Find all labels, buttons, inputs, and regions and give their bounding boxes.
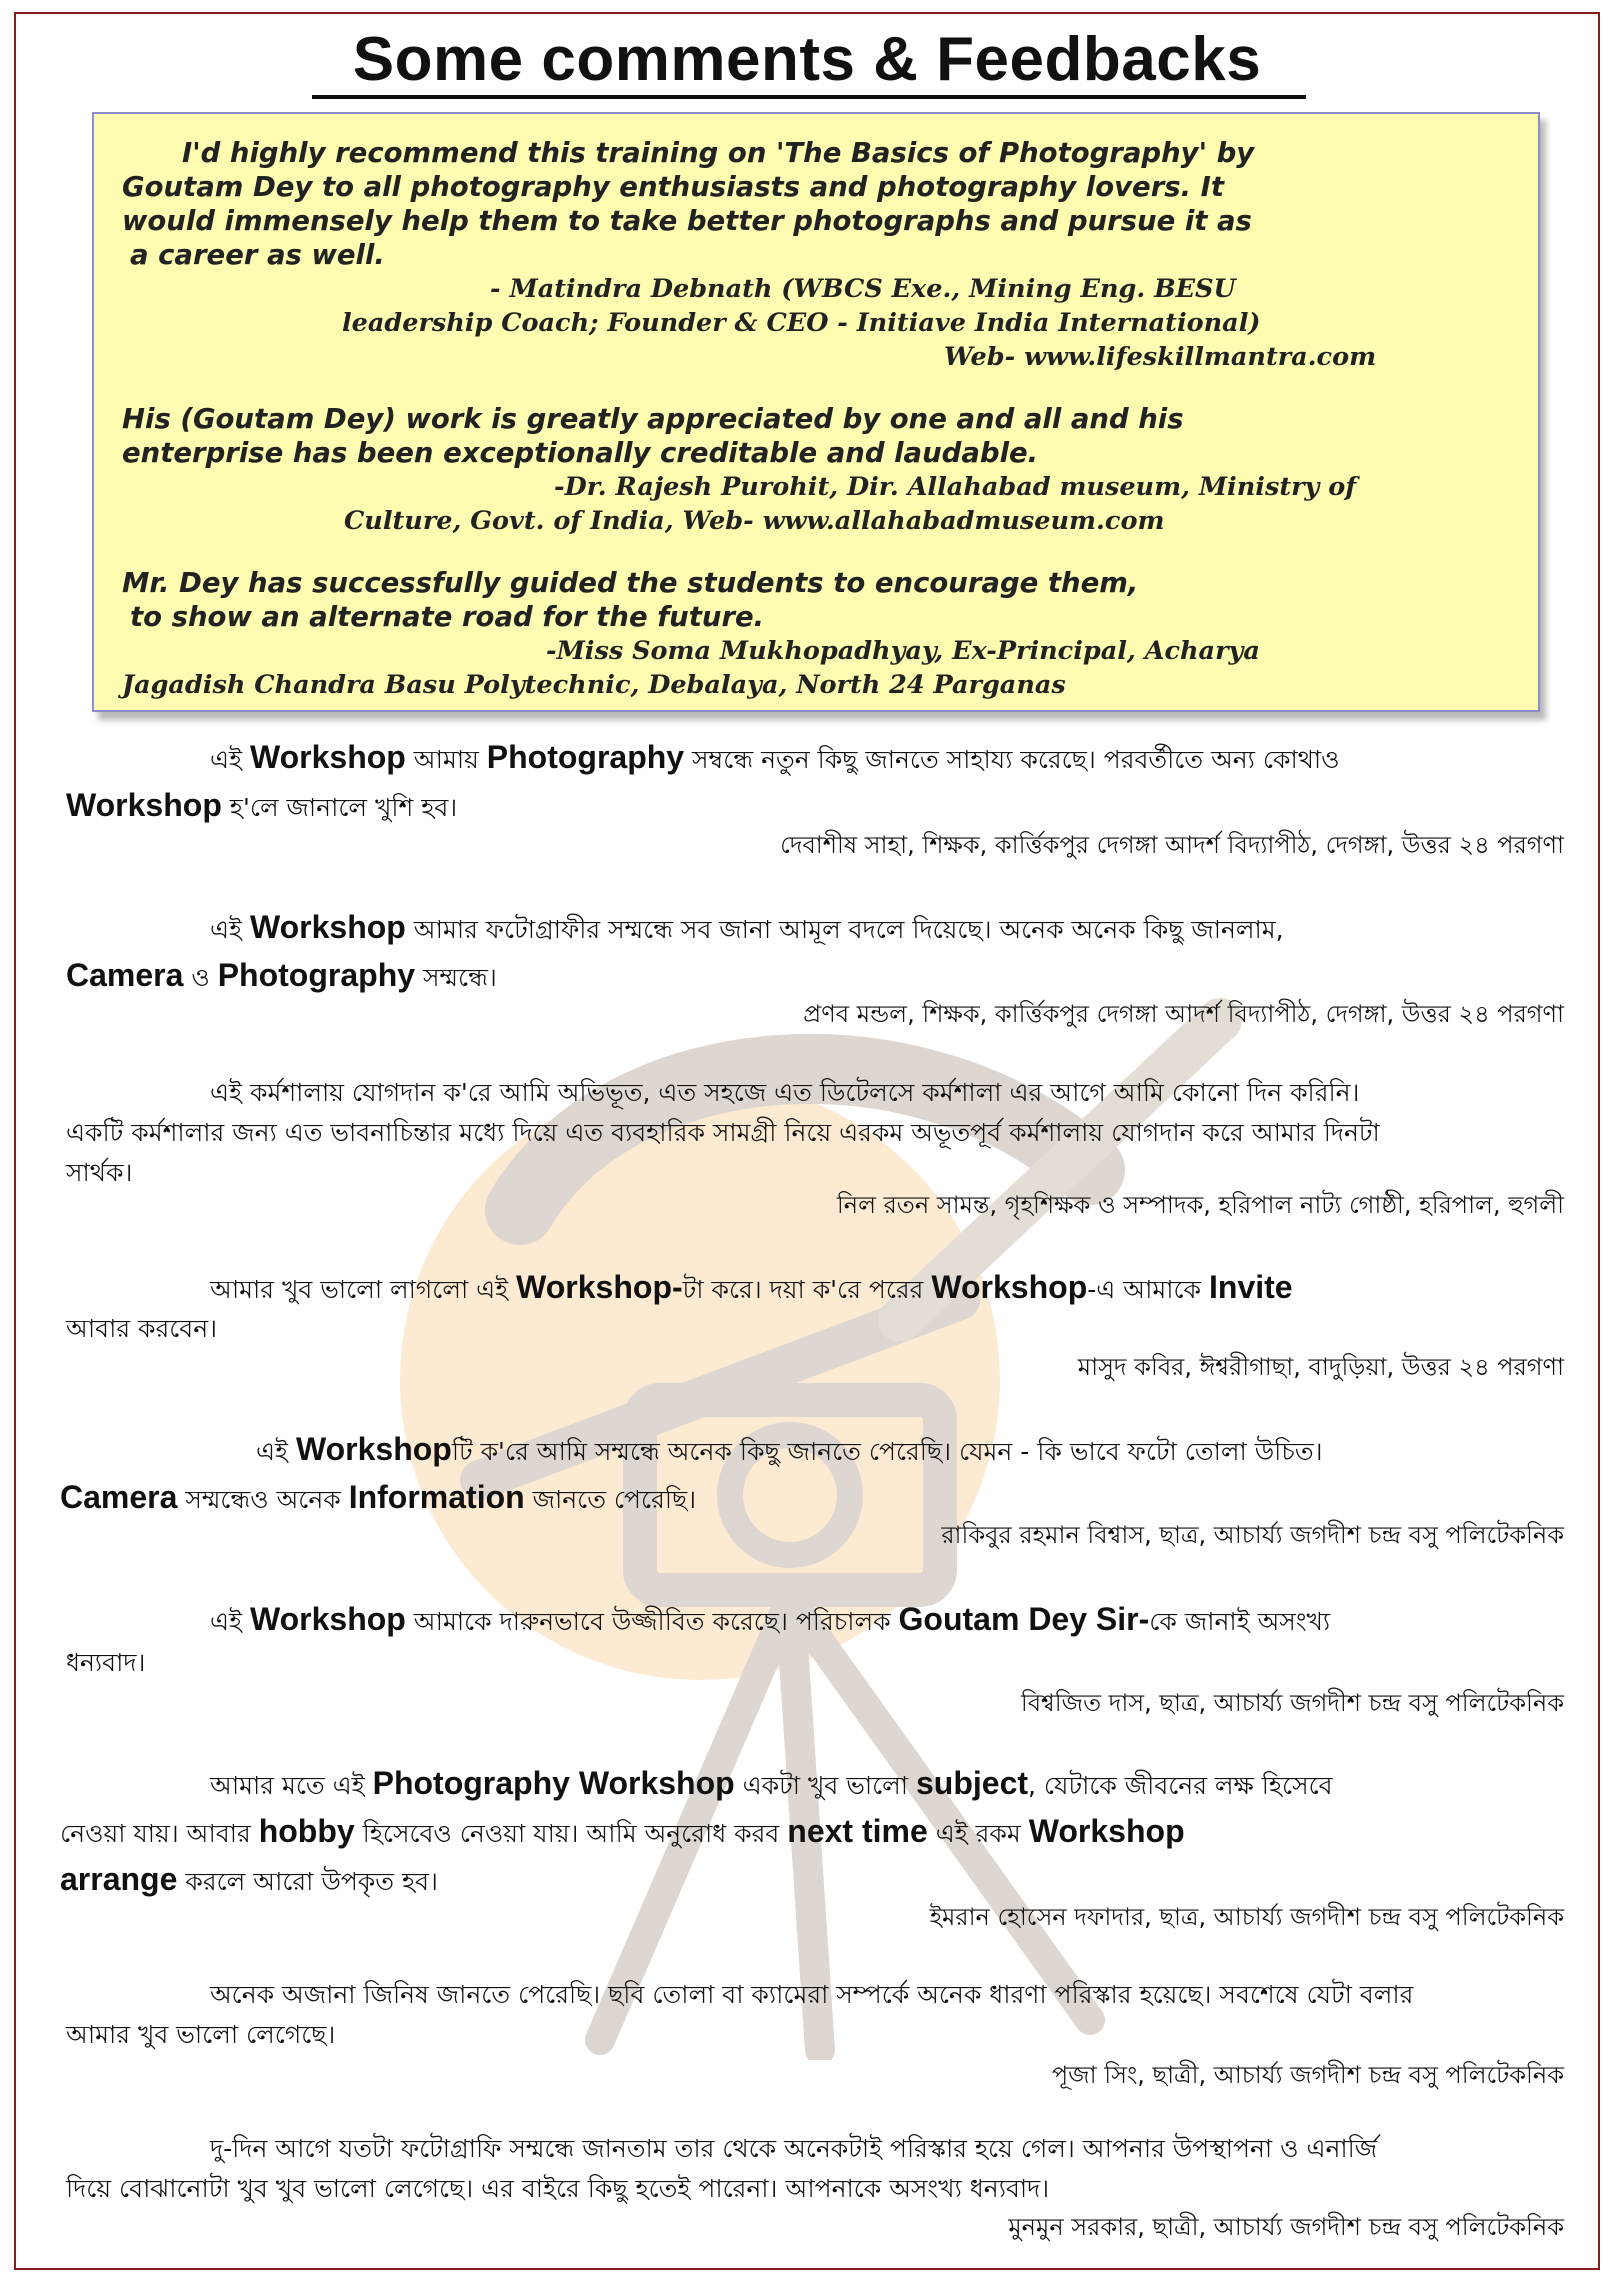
quote-3-line: Mr. Dey has successfully guided the students to encourage them, [122,567,1139,599]
feedback-2-attribution: প্রণব মন্ডল, শিক্ষক, কার্ত্তিকপুর দেগঙ্গা আদর্শ বিদ্যাপীঠ, দেগঙ্গা, উত্তর ২৪ পরগণা [803,1000,1564,1028]
feedback-9-line: দু-দিন আগে যতটা ফটোগ্রাফি সম্মন্ধে জানতাম তার থেকে অনেকটাই পরিস্কার হয়ে গেল। আপনার উপস্থাপনা ও এনার্জি [210,2134,1378,2163]
feedback-4-line: আমার খুব ভালো লাগলো এই Workshop-টা করে। দয়া ক'রে পরের Workshop-এ আমাকে Invite [210,1269,1293,1305]
feedback-4-line: আবার করবেন। [66,1314,218,1343]
quote-1-attribution: - Matindra Debnath (WBCS Exe., Mining Eng. BESU [490,274,1236,304]
quote-3-attribution: -Miss Soma Mukhopadhyay, Ex-Principal, Acharya [546,636,1260,666]
feedback-3-line: এই কর্মশালায় যোগদান ক'রে আমি অভিভূত, এত সহজে এত ডিটেলসে কর্মশালা এর আগে আমি কোনো দিন করিনি। [210,1078,1360,1107]
feedback-5-line: এই Workshopটি ক'রে আমি সম্মন্ধে অনেক কিছু জানতে পেরেছি। যেমন - কি ভাবে ফটো তোলা উচিত। [256,1431,1323,1467]
feedback-6-attribution: বিশ্বজিত দাস, ছাত্র, আচার্য্য জগদীশ চন্দ্র বসু পলিটেকনিক [1020,1689,1564,1717]
feedback-7-line: আমার মতে এই Photography Workshop একটা খুব ভালো subject, যেটাকে জীবনের লক্ষ হিসেবে [210,1765,1333,1801]
quote-1-line: Goutam Dey to all photography enthusiasts and photography lovers. It [122,171,1225,203]
quote-2-attribution: -Dr. Rajesh Purohit, Dir. Allahabad museum, Ministry of [554,472,1357,502]
feedback-1-line: এই Workshop আমায় Photography সম্বন্ধে নতুন কিছু জানতে সাহায্য করেছে। পরবর্তীতে অন্য কোথাও [210,739,1340,775]
page-title: Some comments & Feedbacks [352,25,1262,94]
feedback-7-line: arrange করলে আরো উপকৃত হব। [60,1861,438,1897]
feedback-6-line: ধন্যবাদ। [66,1648,146,1677]
quote-2-attribution: Culture, Govt. of India, Web- www.allahabadmuseum.com [344,506,1165,536]
quote-1-line: I'd highly recommend this training on 'The Basics of Photography' by [182,137,1255,169]
feedback-9-attribution: মুনমুন সরকার, ছাত্রী, আচার্য্য জগদীশ চন্দ্র বসু পলিটেকনিক [1008,2213,1564,2241]
feedback-3-line: সার্থক। [66,1158,133,1187]
quote-1-line: would immensely help them to take better photographs and pursue it as [122,205,1252,237]
quote-3-attribution: Jagadish Chandra Basu Polytechnic, Debalaya, North 24 Parganas [122,670,1066,700]
feedback-6-line: এই Workshop আমাকে দারুনভাবে উজ্জীবিত করেছে। পরিচালক Goutam Dey Sir-কে জানাই অসংখ্য [210,1601,1331,1637]
quote-1-attribution: Web- www.lifeskillmantra.com [944,342,1377,372]
quote-2-line: His (Goutam Dey) work is greatly appreciated by one and all and his [122,403,1184,435]
quote-1-line: a career as well. [130,239,385,271]
quote-2-line: enterprise has been exceptionally creditable and laudable. [122,437,1039,469]
feedback-7-line: নেওয়া যায়। আবার hobby হিসেবেও নেওয়া যায়। আমি অনুরোধ করব next time এই রকম Workshop [60,1813,1185,1849]
feedback-7-attribution: ইমরান হোসেন দফাদার, ছাত্র, আচার্য্য জগদীশ চন্দ্র বসু পলিটেকনিক [929,1903,1564,1931]
quote-1-attribution: leadership Coach; Founder & CEO - Initiave India International) [342,308,1261,338]
feedback-1-line: Workshop হ'লে জানালে খুশি হব। [66,787,458,823]
feedback-3-attribution: নিল রতন সামন্ত, গৃহশিক্ষক ও সম্পাদক, হরিপাল নাট্য গোষ্ঠী, হরিপাল, হুগলী [836,1191,1564,1219]
feedback-5-line: Camera সম্মন্ধেও অনেক Information জানতে পেরেছি। [60,1479,697,1515]
title-underline [312,95,1306,99]
testimonial-box [92,112,1540,712]
quote-3-line: to show an alternate road for the future. [130,601,765,633]
feedback-3-line: একটি কর্মশালার জন্য এত ভাবনাচিন্তার মধ্যে দিয়ে এত ব্যবহারিক সামগ্রী নিয়ে এরকম অভূতপূর্ব কর্মশালায় যোগদান করে আমার দিনটা [66,1118,1380,1147]
feedback-4-attribution: মাসুদ কবির, ঈশ্বরীগাছা, বাদুড়িয়া, উত্তর ২৪ পরগণা [1077,1353,1564,1381]
feedback-8-line: আমার খুব ভালো লেগেছে। [66,2020,336,2049]
feedback-5-attribution: রাকিবুর রহমান বিশ্বাস, ছাত্র, আচার্য্য জগদীশ চন্দ্র বসু পলিটেকনিক [941,1521,1564,1549]
feedback-9-line: দিয়ে বোঝানোটা খুব খুব ভালো লেগেছে। এর বাইরে কিছু হতেই পারেনা। আপনাকে অসংখ্য ধন্যবাদ। [66,2174,1050,2203]
feedback-2-line: এই Workshop আমার ফটোগ্রাফীর সম্মন্ধে সব জানা আমূল বদলে দিয়েছে। অনেক অনেক কিছু জানলাম, [210,909,1284,945]
feedback-8-attribution: পূজা সিং, ছাত্রী, আচার্য্য জগদীশ চন্দ্র বসু পলিটেকনিক [1051,2061,1564,2089]
feedback-8-line: অনেক অজানা জিনিষ জানতে পেরেছি। ছবি তোলা বা ক্যামেরা সম্পর্কে অনেক ধারণা পরিস্কার হয়েছে। সবশেষে যেটা বলার [210,1980,1414,2009]
feedback-2-line: Camera ও Photography সম্মন্ধে। [66,957,497,993]
feedback-1-attribution: দেবাশীষ সাহা, শিক্ষক, কার্ত্তিকপুর দেগঙ্গা আদর্শ বিদ্যাপীঠ, দেগঙ্গা, উত্তর ২৪ পরগণা [780,831,1564,859]
